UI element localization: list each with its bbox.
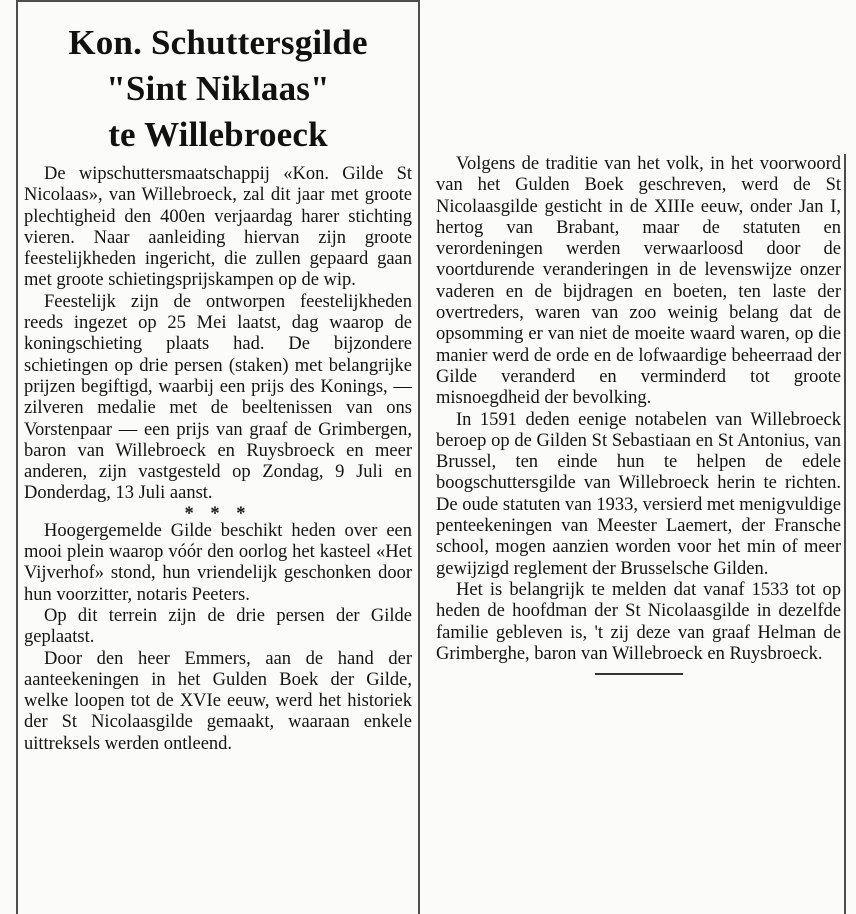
left-column: [24, 0, 412, 755]
column-divider-rule: [418, 0, 420, 914]
paragraph-terrein: Op dit terrein zijn de drie persen der Gilde geplaatst.: [24, 605, 412, 648]
right-border-rule: [844, 154, 846, 914]
headline-line-2: "Sint Niklaas": [106, 69, 330, 108]
left-column-body: [24, 164, 412, 755]
headline-line-1: Kon. Schuttersgilde: [68, 23, 368, 62]
right-column: [436, 154, 841, 675]
left-border-rule: [16, 0, 18, 914]
paragraph-historiek: Door den heer Emmers, aan de hand der aanteekeningen in het Gulden Boek der Gilde, welke loopen tot de XVIe eeuw, werd het historiek der St Nicolaasgilde gemaakt, waaraan enkele uittreksels werden ontleend.: [24, 648, 412, 754]
headline-line-3: te Willebroeck: [108, 115, 328, 154]
paragraph-festivities: Feestelijk zijn de ontworpen feestelijkheden reeds ingezet op 25 Mei laatst, dag waarop de koningschieting plaats had. De bijzondere schietingen op drie persen (staken) met belangrijke prijzen begiftigd, waarbij een prijs des Konings, — zilveren medalie met de beeltenissen van ons Vorstenpaar — een prijs van graaf de Grimbergen, baron van Willebroeck en Ruysbroeck en meer anderen, zijn vastgesteld op Zondag, 9 Juli en Donderdag, 13 Juli aanst.: [24, 291, 412, 504]
paragraph-1591: In 1591 deden eenige notabelen van Willebroeck beroep op de Gilden St Sebastiaan en St Antonius, van Brussel, ten einde hun te helpen de edele boogschuttersgilde van Willebroeck herin te richten. De oude statuten van 1933, versierd met menigvuldige penteekeningen van Meester Laemert, der Fransche school, mogen aanzien worden voor het min of meer gewijzigd reglement der Brusselsche Gilden.: [436, 409, 841, 579]
paragraph-traditie: Volgens de traditie van het volk, in het voorwoord van het Gulden Boek geschreven, werd de St Nicolaasgilde gesticht in de XIIIe eeuw, onder Jan I, hertog van Brabant, maar de statuten en verordeningen werden verwaarloosd door de voortdurende veranderingen in de levenswijze onzer vaderen en de bijdragen en boeten, ten laste der overtreders, waren van zoo weinig belang dat de opsomming er van niet de moeite waard waren, op die manier werd de orde en de lofwaardige beheerraad der Gilde veranderd en verminderd tot groote misnoegdheid der bevolking.: [436, 154, 841, 409]
paragraph-plein: Hoogergemelde Gilde beschikt heden over een mooi plein waarop vóór den oorlog het kasteel «Het Vijverhof» stond, hun vriendelijk geschonken door hun voorzitter, notaris Peeters.: [24, 520, 412, 605]
article-headline: [24, 20, 412, 158]
paragraph-anniversary: De wipschuttersmaatschappij «Kon. Gilde St Nicolaas», van Willebroeck, zal dit jaar met groote plechtigheid den 400en verjaardag harer stichting vieren. Naar aanleiding hiervan zijn groote feestelijkheden ingericht, die zullen gepaard gaan met groote schietingsprijskampen op de wip.: [24, 164, 412, 291]
article-end-rule: [595, 673, 683, 675]
paragraph-hoofdman: Het is belangrijk te melden dat vanaf 1533 tot op heden de hoofdman der St Nicolaasgilde in dezelfde familie gebleven is, 't zij deze van graaf Helman de Grimberghe, baron van Willebroeck en Ruysbroeck.: [436, 579, 841, 664]
right-column-body: [436, 154, 841, 675]
section-separator: * * *: [184, 503, 252, 524]
